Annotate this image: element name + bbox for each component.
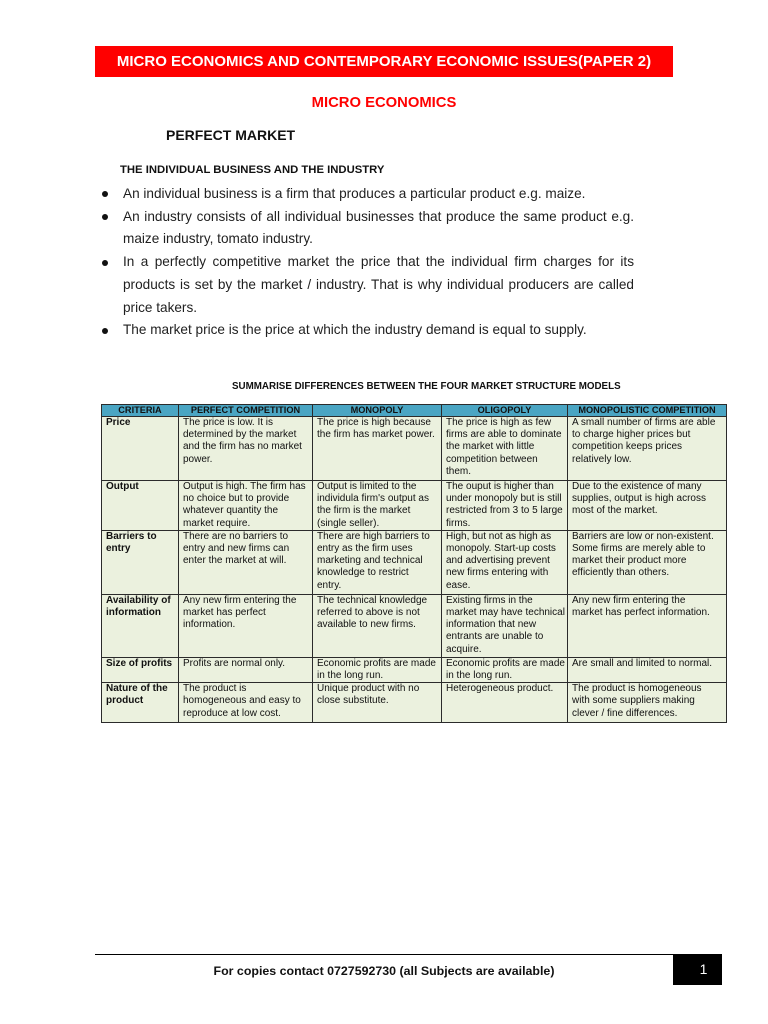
bullet-text-line: maize industry, tomato industry. [123, 231, 313, 247]
footer-divider [95, 954, 673, 955]
bullet-item [123, 251, 634, 319]
table-title: SUMMARISE DIFFERENCES BETWEEN THE FOUR MARKET STRUCTURE MODELS [232, 381, 621, 392]
column-header-monopoly: MONOPOLY [313, 405, 442, 417]
oligopoly-cell: The ouput is higher than under monopoly but is still restricted from 3 to 5 large firms. [442, 481, 568, 531]
bullet-icon [102, 328, 108, 334]
bullet-text-line: products is set by the market / industry. That is why individual producers are called [123, 276, 634, 292]
criteria-cell: Size of profits [102, 657, 179, 682]
criteria-cell: Nature of the product [102, 683, 179, 723]
column-header-perfect-competition: PERFECT COMPETITION [179, 405, 313, 417]
bullet-icon [102, 191, 108, 197]
monopolistic-competition-cell: Due to the existence of many supplies, output is high across most of the market. [568, 481, 727, 531]
monopoly-cell: The price is high because the firm has market power. [313, 417, 442, 481]
subsection-title: THE INDIVIDUAL BUSINESS AND THE INDUSTRY [120, 164, 385, 176]
bullet-text-line: An individual business is a firm that produces a particular product e.g. maize. [123, 186, 586, 201]
bullet-item [123, 206, 634, 251]
monopolistic-competition-cell: Any new firm entering the market has perfect information. [568, 594, 727, 657]
perfect-competition-cell: The product is homogeneous and easy to reproduce at low cost. [179, 683, 313, 723]
monopoly-cell: Unique product with no close substitute. [313, 683, 442, 723]
page-number-box [673, 954, 722, 985]
table-row-price [102, 417, 727, 481]
bullet-list [123, 183, 634, 342]
bullet-item [123, 183, 634, 206]
monopolistic-competition-cell: The product is homogeneous with some suppliers making clever / fine differences. [568, 683, 727, 723]
footer-contact: For copies contact 0727592730 (all Subjects are available) [213, 964, 555, 978]
monopolistic-competition-cell: Barriers are low or non-existent. Some firms are merely able to market their product more efficiently than others. [568, 530, 727, 594]
perfect-competition-cell: The price is low. It is determined by the market and the firm has no market power. [179, 417, 313, 481]
criteria-cell: Price [102, 417, 179, 481]
monopoly-cell: Economic profits are made in the long run. [313, 657, 442, 682]
title-banner [95, 46, 673, 77]
criteria-cell: Output [102, 481, 179, 531]
oligopoly-cell: Existing firms in the market may have technical information that new entrants are unable to acquire. [442, 594, 568, 657]
monopoly-cell: There are high barriers to entry as the firm uses marketing and technical knowledge to restrict entry. [313, 530, 442, 594]
monopoly-cell: Output is limited to the individula firm's output as the firm is the market (single seller). [313, 481, 442, 531]
banner-title: MICRO ECONOMICS AND CONTEMPORARY ECONOMIC ISSUES(PAPER 2) [116, 53, 652, 70]
oligopoly-cell: The price is high as few firms are able to dominate the market with little competition between them. [442, 417, 568, 481]
bullet-text-line: An industry consists of all individual businesses that produce the same product e.g. [123, 208, 634, 224]
oligopoly-cell: Heterogeneous product. [442, 683, 568, 723]
table-row-barriers-to-entry [102, 530, 727, 594]
criteria-cell: Availability of information [102, 594, 179, 657]
oligopoly-cell: High, but not as high as monopoly. Start-up costs and advertising prevent new firms entering with ease. [442, 530, 568, 594]
subject-heading: MICRO ECONOMICS [311, 95, 457, 111]
table-row-size-of-profits [102, 657, 727, 682]
bullet-icon [102, 214, 108, 220]
column-header-criteria: CRITERIA [102, 405, 179, 417]
perfect-competition-cell: Profits are normal only. [179, 657, 313, 682]
table-row-nature-of-the-product [102, 683, 727, 723]
section-title: PERFECT MARKET [166, 127, 296, 143]
table-header-row [102, 405, 727, 417]
bullet-text-line: price takers. [123, 299, 198, 315]
monopoly-cell: The technical knowledge referred to above is not available to new firms. [313, 594, 442, 657]
bullet-icon [102, 260, 108, 266]
oligopoly-cell: Economic profits are made in the long run. [442, 657, 568, 682]
market-structure-table [101, 404, 727, 723]
monopolistic-competition-cell: A small number of firms are able to charge higher prices but competition keeps prices relatively low. [568, 417, 727, 481]
table-row-output [102, 481, 727, 531]
table-row-availability-of-information [102, 594, 727, 657]
perfect-competition-cell: Any new firm entering the market has perfect information. [179, 594, 313, 657]
criteria-cell: Barriers to entry [102, 530, 179, 594]
bullet-text-line: The market price is the price at which the industry demand is equal to supply. [123, 322, 587, 338]
perfect-competition-cell: There are no barriers to entry and new firms can enter the market at will. [179, 530, 313, 594]
column-header-oligopoly: OLIGOPOLY [442, 405, 568, 417]
page-number: 1 [699, 961, 708, 977]
monopolistic-competition-cell: Are small and limited to normal. [568, 657, 727, 682]
bullet-text-line: In a perfectly competitive market the price that the individual firm charges for its [123, 254, 634, 270]
perfect-competition-cell: Output is high. The firm has no choice but to provide whatever quantity the market require. [179, 481, 313, 531]
column-header-monopolistic-competition: MONOPOLISTIC COMPETITION [568, 405, 727, 417]
bullet-item [123, 319, 634, 342]
